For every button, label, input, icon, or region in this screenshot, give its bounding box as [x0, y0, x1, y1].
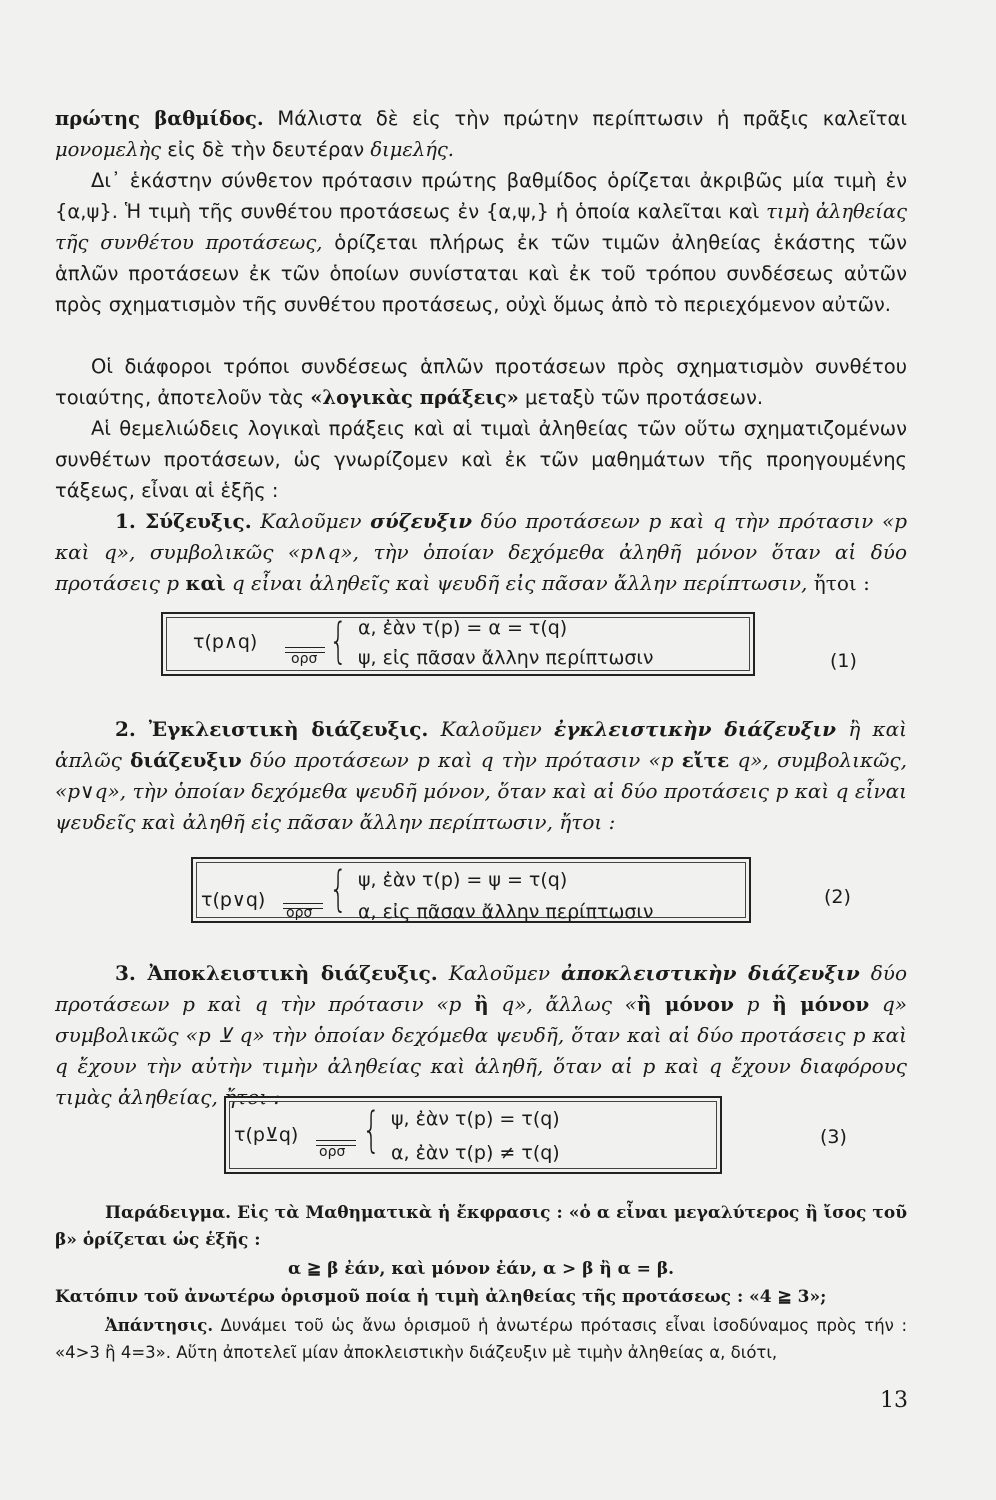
- section-3-text-4: p: [733, 992, 773, 1016]
- term-conjunction: σύζευξιν: [370, 509, 473, 533]
- box-2-ors: ορσ: [286, 905, 313, 921]
- section-3-only-1: ἢ μόνον: [636, 992, 734, 1016]
- section-3-text-3: q», ἄλλως «: [488, 992, 637, 1016]
- example-question: Κατόπιν τοῦ ἀνωτέρω ὁρισμοῦ ποία ἡ τιμὴ ἀληθείας τῆς προτάσεως : «4 ≧ 3»;: [55, 1287, 827, 1307]
- box-2-lhs: τ(p∨q): [201, 889, 266, 911]
- answer-heading: Ἀπάντησις.: [105, 1316, 214, 1335]
- term-inclusive-disjunction: ἐγκλειστικὴν διάζευξιν: [554, 717, 837, 741]
- section-2-heading: 2. Ἐγκλειστικὴ διάζευξις.: [115, 717, 429, 741]
- paragraph-2-text-2: ὁρίζεται πλήρως ἐκ τῶν τιμῶν ἀληθείας ἑκάστης τῶν ἁπλῶν προτάσεων ἐκ τῶν ὁποίων συνίσταται καὶ ἐκ τοῦ τρόπου συνδέσεως αὐτῶν πρὸς σχηματισμὸν τῆς συνθέτου προτάσεως, οὐχὶ ὅμως ἀπὸ τὸ περιεχόμενον αὐτῶν.: [55, 231, 907, 316]
- box-3-brace: {: [362, 1102, 381, 1158]
- box-1-ors: ορσ: [291, 651, 318, 667]
- box-2-brace: {: [329, 861, 348, 917]
- term-monomeles: μονομελὴς: [55, 138, 162, 161]
- box-3-ors: ορσ: [319, 1144, 346, 1160]
- paragraph-1-text-2: εἰς δὲ τὴν δευτέραν: [161, 138, 371, 161]
- section-1-text-3: q εἶναι ἀληθεῖς καὶ ψευδῆ εἰς πᾶσαν ἄλλην περίπτωσιν,: [225, 571, 808, 595]
- definition-box-exclusive-disjunction: [224, 1096, 722, 1174]
- equation-number-2: (2): [824, 886, 851, 908]
- paragraph-4: Αἱ θεμελιώδεις λογικαὶ πράξεις καὶ αἱ τιμαὶ ἀληθείας τῶν οὕτω σχηματιζομένων συνθέτων προτάσεων, ὡς γνωρίζομεν καὶ ἐκ τῶν μαθημάτων τῆς προηγουμένης τάξεως, εἶναι αἱ ἑξῆς :: [55, 417, 907, 502]
- answer-paragraph: [55, 1312, 907, 1366]
- section-1-text: Καλοῦμεν: [251, 509, 371, 533]
- term-exclusive-disjunction: ἀποκλειστικὴν διάζευξιν: [560, 961, 860, 985]
- paragraph-1-text: Μάλιστα δὲ εἰς τὴν πρώτην περίπτωσιν ἡ πρᾶξις καλεῖται: [263, 107, 908, 130]
- term-first-degree: πρώτης βαθμίδος.: [55, 107, 264, 130]
- box-2-case-1: ψ, ἐὰν τ(p) = ψ = τ(q): [358, 869, 568, 891]
- section-1-heading: 1. Σύζευξις.: [115, 509, 252, 533]
- paragraph-2-text: Δι᾽ ἑκάστην σύνθετον πρότασιν πρώτης βαθμίδος ὁρίζεται ἀκριβῶς μία τιμὴ ἐν {α,ψ}. Ἡ τιμὴ τῆς συνθέτου προτάσεως ἐν {α,ψ,} ἡ ὁποία καλεῖται καὶ: [55, 169, 907, 223]
- section-2-text-4: q», συμβολικῶς, «p∨q», τὴν ὁποίαν δεχόμεθα ψευδῆ μόνον, ὅταν καὶ αἱ δύο προτάσεις p καὶ q εἶναι ψευδεῖς καὶ ἀληθῆ εἰς πᾶσαν ἄλλην περίπτωσιν, ἤτοι :: [55, 748, 907, 834]
- box-3-case-2: α, ἐὰν τ(p) ≠ τ(q): [391, 1142, 560, 1164]
- paragraph-2: [55, 165, 907, 320]
- equation-number-1: (1): [830, 650, 857, 672]
- box-1-case-1: α, ἐὰν τ(p) = α = τ(q): [358, 617, 568, 639]
- definition-box-conjunction: [161, 612, 755, 676]
- section-1-text-2: δύο προτάσεων p καὶ q τὴν πρότασιν «p καὶ q», συμβολικῶς «p∧q», τὴν ὁποίαν δεχόμεθα ἀληθῆ μόνον ὅταν αἱ δύο προτάσεις p: [55, 509, 907, 595]
- section-3-only-2: ἢ μόνον: [772, 992, 870, 1016]
- term-truth-value: τιμὴ ἀληθείας τῆς συνθέτου προτάσεως,: [55, 200, 908, 254]
- section-2-text-3: δύο προτάσεων p καὶ q τὴν πρότασιν «p: [241, 748, 682, 772]
- box-2-def-line: [283, 903, 323, 904]
- section-2-eite: εἴτε: [681, 748, 730, 772]
- section-conjunction: [55, 506, 907, 599]
- answer-text: Δυνάμει τοῦ ὡς ἄνω ὁρισμοῦ ἡ ἀνωτέρω πρότασις εἶναι ἰσοδύναμος πρὸς τήν : «4>3 ἢ 4=3». Αὕτη ἀποτελεῖ μίαν ἀποκλειστικὴν διάζευξιν μὲ τιμὴν ἀληθείας α, διότι,: [55, 1316, 907, 1362]
- page-number: 13: [880, 1388, 908, 1413]
- section-3-text-2: δύο προτάσεων p καὶ q τὴν πρότασιν «p: [55, 961, 907, 1016]
- definition-box-inclusive-disjunction: [191, 857, 751, 923]
- section-3-e: ἢ: [474, 992, 489, 1016]
- term-logical-operations: «λογικὰς πράξεις»: [310, 386, 519, 409]
- box-2-case-2: α, εἰς πᾶσαν ἄλλην περίπτωσιν: [358, 901, 654, 923]
- box-1-def-line: [285, 647, 325, 648]
- box-1-case-2: ψ, εἰς πᾶσαν ἄλλην περίπτωσιν: [358, 647, 654, 669]
- example-paragraph: Παράδειγμα. Εἰς τὰ Μαθηματικὰ ἡ ἔκφρασις : «ὁ α εἶναι μεγαλύτερος ἢ ἴσος τοῦ β» ὁρίζεται ὡς ἑξῆς :: [55, 1203, 907, 1250]
- paragraph-3-text-2: μεταξὺ τῶν προτάσεων.: [518, 386, 764, 409]
- term-dimeles: διμελής.: [370, 138, 454, 161]
- section-exclusive-disjunction: [55, 958, 907, 1113]
- section-2-text: Καλοῦμεν: [428, 717, 555, 741]
- section-3-text: Καλοῦμεν: [437, 961, 561, 985]
- section-2-text-2: ἢ καὶ ἁπλῶς: [55, 717, 907, 772]
- section-3-text-5: q» συμβολικῶς «p ⊻ q» τὴν ὁποίαν δεχόμεθα ψευδῆ, ὅταν καὶ αἱ δύο προτάσεις p καὶ q ἔχουν τὴν αὐτὴν τιμὴν ἀληθείας καὶ ἀληθῆ, ὅταν αἱ p καὶ q ἔχουν διαφόρους τιμὰς ἀληθείας, ἤτοι :: [55, 992, 907, 1109]
- box-3-case-1: ψ, ἐὰν τ(p) = τ(q): [391, 1108, 560, 1130]
- term-disjunction: διάζευξιν: [130, 748, 242, 772]
- section-1-text-4: ἤτοι :: [807, 571, 870, 595]
- paragraph-3: [55, 351, 907, 413]
- box-1-brace: {: [329, 613, 348, 669]
- section-3-heading: 3. Ἀποκλειστικὴ διάζευξις.: [115, 961, 438, 985]
- section-1-kai: καὶ: [185, 571, 226, 595]
- box-3-lhs: τ(p⊻q): [234, 1124, 299, 1146]
- box-1-lhs: τ(p∧q): [193, 631, 258, 653]
- box-3-def-line: [316, 1140, 356, 1141]
- example-formula: α ≧ β ἐάν, καὶ μόνον ἐάν, α > β ἢ α = β.: [287, 1259, 675, 1279]
- section-inclusive-disjunction: [55, 714, 907, 838]
- paragraph-1: [55, 103, 907, 165]
- paragraph-3-text: Οἱ διάφοροι τρόποι συνδέσεως ἁπλῶν προτάσεων πρὸς σχηματισμὸν συνθέτου τοιαύτης, ἀποτελοῦν τὰς: [55, 355, 907, 409]
- equation-number-3: (3): [820, 1126, 847, 1148]
